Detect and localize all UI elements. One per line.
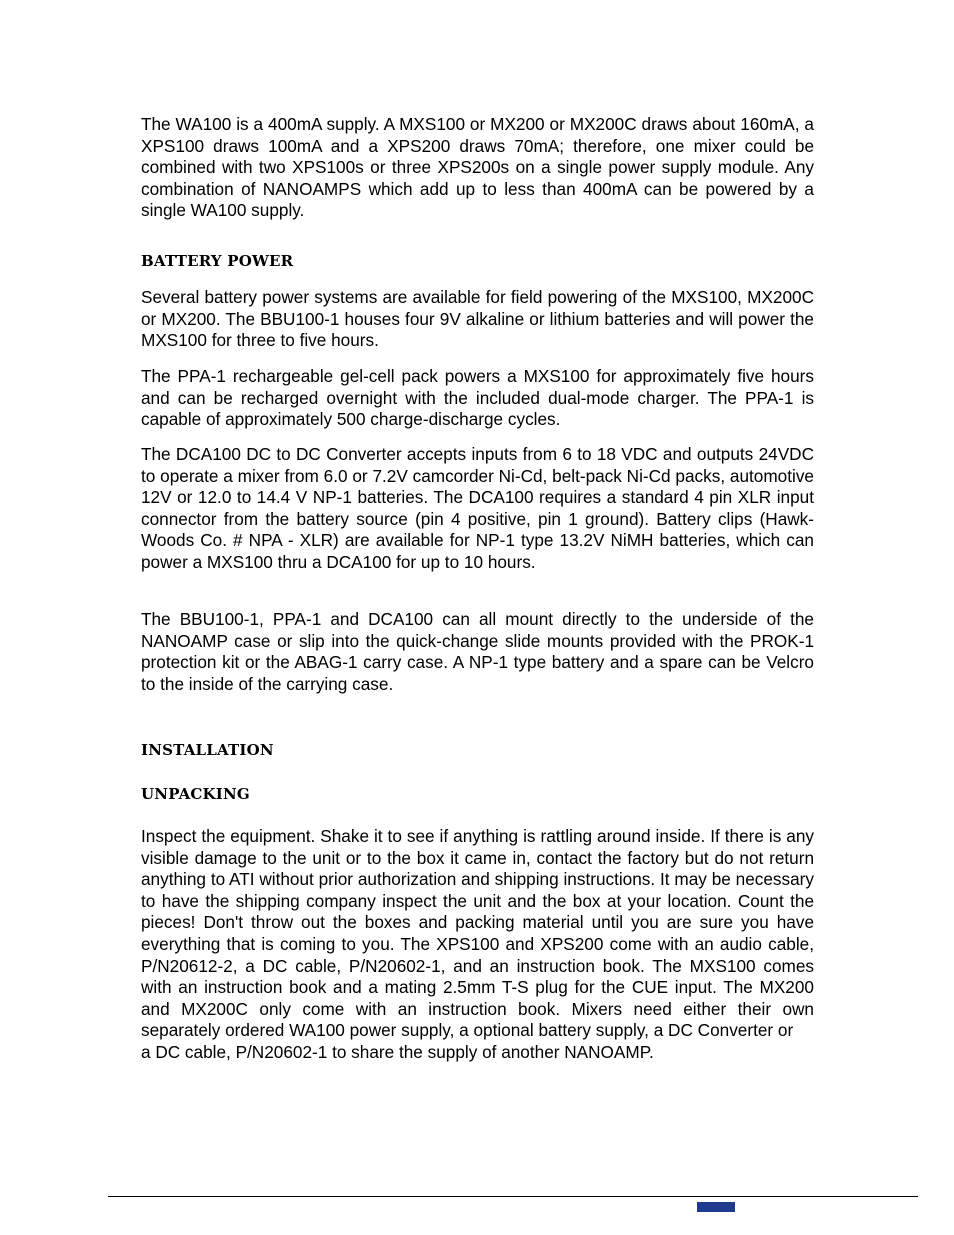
paragraph-battery-systems: Several battery power systems are available for field powering of the MXS100, MX200C or MX200. The BBU100-1 houses four 9V alkaline or lithium batteries and will power the MXS100 for three to five hours. bbox=[141, 287, 814, 351]
paragraph-dca100: The DCA100 DC to DC Converter accepts inputs from 6 to 18 VDC and outputs 24VDC to operate a mixer from 6.0 or 7.2V camcorder Ni-Cd, belt-pack Ni-Cd packs, automotive 12V or 12.0 to 14.4 V NP-1 batteries. The DCA100 requires a standard 4 pin XLR input connector from the battery source (pin 4 positive, pin 1 ground). Battery clips (Hawk-Woods Co. # NPA - XLR) are available for NP-1 type 13.2V NiMH batteries, which can power a MXS100 thru a DCA100 for up to 10 hours. bbox=[141, 444, 814, 572]
paragraph-power-supply: The WA100 is a 400mA supply. A MXS100 or MX200 or MX200C draws about 160mA, a XPS100 draws 100mA and a XPS200 draws 70mA; therefore, one mixer could be combined with two XPS100s or three XPS200s on a single power supply module. Any combination of NANOAMPS which add up to less than 400mA can be powered by a single WA100 supply. bbox=[141, 114, 814, 221]
footer-logo-icon bbox=[697, 1202, 735, 1212]
footer-divider bbox=[108, 1196, 918, 1197]
heading-installation: INSTALLATION bbox=[141, 741, 274, 759]
paragraph-mounting: The BBU100-1, PPA-1 and DCA100 can all mount directly to the underside of the NANOAMP case or slip into the quick-change slide mounts provided with the PROK-1 protection kit or the ABAG-1 carry case. A NP-1 type battery and a spare can be Velcro to the inside of the carrying case. bbox=[141, 609, 814, 694]
heading-unpacking: UNPACKING bbox=[141, 785, 250, 803]
heading-battery-power: BATTERY POWER bbox=[141, 252, 294, 270]
paragraph-unpacking-last-line: a DC cable, P/N20602-1 to share the supply of another NANOAMP. bbox=[141, 1041, 654, 1062]
paragraph-unpacking bbox=[141, 826, 814, 1064]
paragraph-ppa1: The PPA-1 rechargeable gel-cell pack powers a MXS100 for approximately five hours and can be recharged overnight with the included dual-mode charger. The PPA-1 is capable of approximately 500 charge-discharge cycles. bbox=[141, 366, 814, 430]
paragraph-unpacking-body: Inspect the equipment. Shake it to see if anything is rattling around inside. If there is any visible damage to the unit or to the box it came in, contact the factory but do not return anything to ATI without prior authorization and shipping instructions. It may be necessary to have the shipping company inspect the unit and the box at your location. Count the pieces! Don't throw out the boxes and packing material until you are sure you have everything that is coming to you. The XPS100 and XPS200 come with an audio cable, P/N20612-2, a DC cable, P/N20602-1, and an instruction book. The MXS100 comes with an instruction book and a mating 2.5mm T-S plug for the CUE input. The MX200 and MX200C only come with an instruction book. Mixers need either their own separately ordered WA100 power supply, a optional battery supply, a DC Converter or bbox=[141, 826, 814, 1041]
